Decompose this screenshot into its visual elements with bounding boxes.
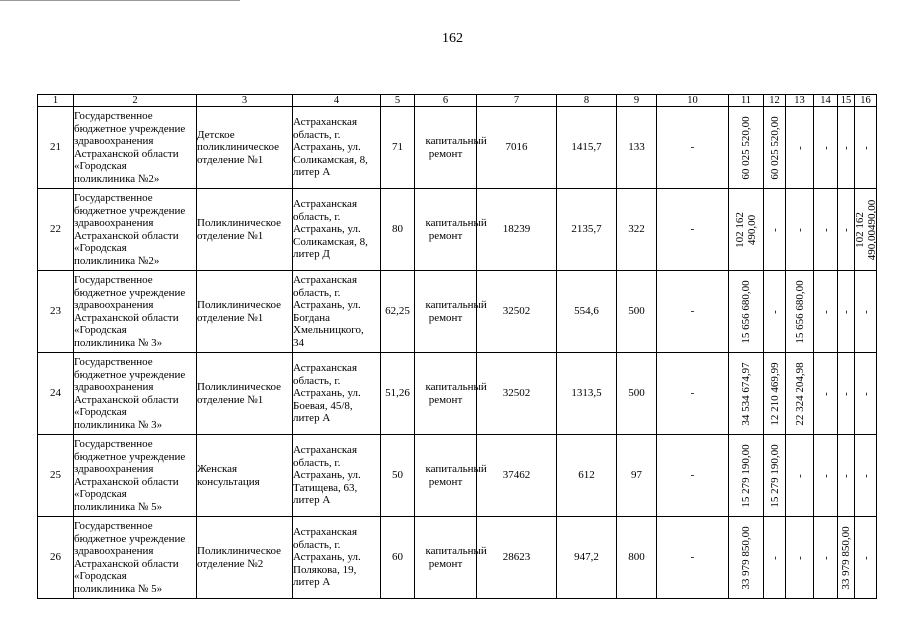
col10-cell <box>657 517 729 599</box>
table-row <box>38 271 877 353</box>
cell-text: Астраханская область, г. Астрахань, ул. Соликамская, 8, литер Д <box>293 198 368 261</box>
col-header: 7 <box>477 95 557 107</box>
top-rule <box>0 0 240 1</box>
cell-text: капитальный ремонт <box>425 299 487 324</box>
cell-text: 50 <box>392 469 403 482</box>
cell-text: Поликлиническое отделение №1 <box>197 299 282 324</box>
total-amount-cell <box>729 107 764 189</box>
col5-cell <box>381 435 415 517</box>
col5-cell <box>381 107 415 189</box>
cell-text: 80 <box>392 223 403 236</box>
cell-text: 28623 <box>502 551 531 564</box>
amount-col13-cell <box>786 107 814 189</box>
vertical-value: 15 279 190,00 <box>768 443 781 508</box>
col-header: 4 <box>293 95 381 107</box>
cell-text: 612 <box>578 469 595 482</box>
col9-cell <box>617 271 657 353</box>
address-cell <box>293 189 381 271</box>
amount-col15-cell <box>838 107 855 189</box>
vertical-value: - <box>819 227 832 232</box>
col9-cell <box>617 517 657 599</box>
cell-text: капитальный ремонт <box>425 135 487 160</box>
cell-text: Поликлиническое отделение №1 <box>197 217 282 242</box>
col-header: 13 <box>786 95 814 107</box>
organization-cell <box>74 517 197 599</box>
vertical-value: - <box>768 555 781 560</box>
table-row <box>38 517 877 599</box>
cell-text: 37462 <box>502 469 531 482</box>
cell-text: капитальный ремонт <box>425 217 487 242</box>
vertical-value: - <box>859 391 872 396</box>
amount-col16-cell <box>855 517 877 599</box>
col-header: 6 <box>415 95 477 107</box>
work-type-cell <box>415 517 487 599</box>
amount-col12-cell <box>764 271 786 353</box>
vertical-value: 34 534 674,97 <box>740 361 752 426</box>
cell-text: Астраханская область, г. Астрахань, ул. Соликамская, 8, литер А <box>293 116 368 179</box>
row-number <box>38 353 74 435</box>
vertical-value: 102 162 490,00490,00 <box>853 199 878 260</box>
row-number <box>38 107 74 189</box>
cell-text: 25 <box>50 469 61 482</box>
col-header: 3 <box>197 95 293 107</box>
col5-cell <box>381 517 415 599</box>
total-amount-cell <box>729 189 764 271</box>
cell-text: 7016 <box>505 141 528 154</box>
table-row <box>38 353 877 435</box>
department-cell <box>197 517 293 599</box>
cell-text: 22 <box>50 223 61 236</box>
vertical-value: - <box>793 555 806 560</box>
cell-text: Поликлиническое отделение №1 <box>197 381 282 406</box>
vertical-value: - <box>859 473 872 478</box>
department-cell <box>197 353 293 435</box>
amount-col13-cell <box>786 271 814 353</box>
cell-text: 1313,5 <box>571 387 602 400</box>
vertical-value: - <box>859 309 872 314</box>
header-row <box>38 95 877 107</box>
address-cell <box>293 107 381 189</box>
cell-text: 947,2 <box>574 551 599 564</box>
cell-text: Астраханская область, г. Астрахань, ул. Боевая, 45/8, литер А <box>293 362 361 425</box>
col7-cell <box>477 517 557 599</box>
col8-cell <box>557 517 617 599</box>
vertical-value: 12 210 469,99 <box>768 361 781 426</box>
cell-text: 800 <box>628 551 645 564</box>
vertical-value: - <box>840 227 852 232</box>
address-cell <box>293 353 381 435</box>
cell-text: Поликлиническое отделение №2 <box>197 545 282 570</box>
amount-col15-cell <box>838 353 855 435</box>
cell-text: 32502 <box>502 387 531 400</box>
work-type-cell <box>415 353 487 435</box>
cell-text: 24 <box>50 387 61 400</box>
vertical-value: - <box>859 555 872 560</box>
cell-text: 322 <box>628 223 645 236</box>
cell-text: 1415,7 <box>571 141 602 154</box>
table-row <box>38 107 877 189</box>
cell-text: 554,6 <box>574 305 599 318</box>
row-number <box>38 271 74 353</box>
amount-col12-cell <box>764 435 786 517</box>
vertical-value: 60 025 520,00 <box>768 115 781 180</box>
cell-text: - <box>690 305 695 318</box>
cell-text: 23 <box>50 305 61 318</box>
cell-text: 18239 <box>502 223 531 236</box>
amount-col15-cell <box>838 189 855 271</box>
cell-text: 97 <box>631 469 642 482</box>
vertical-value: 60 025 520,00 <box>740 115 752 180</box>
vertical-value: - <box>840 473 852 478</box>
cell-text: капитальный ремонт <box>425 463 487 488</box>
organization-cell <box>74 353 197 435</box>
table-row <box>38 189 877 271</box>
vertical-value: 15 656 680,00 <box>793 279 806 344</box>
cell-text: - <box>690 469 695 482</box>
col-header: 5 <box>381 95 415 107</box>
col5-cell <box>381 271 415 353</box>
col5-cell <box>381 189 415 271</box>
address-cell <box>293 435 381 517</box>
cell-text: Государственное бюджетное учреждение здравоохранения Астраханской области «Городская поликлиника №2» <box>74 110 186 185</box>
col-header: 11 <box>729 95 764 107</box>
amount-col12-cell <box>764 353 786 435</box>
row-number <box>38 435 74 517</box>
col9-cell <box>617 353 657 435</box>
col-header: 2 <box>74 95 197 107</box>
department-cell <box>197 435 293 517</box>
vertical-value: 15 656 680,00 <box>740 279 752 344</box>
total-amount-cell <box>729 353 764 435</box>
cell-text: Астраханская область, г. Астрахань, ул. Полякова, 19, литер А <box>293 526 361 589</box>
cell-text: Астраханская область, г. Астрахань, ул. Богдана Хмельницкого, 34 <box>293 274 364 349</box>
col9-cell <box>617 435 657 517</box>
amount-col13-cell <box>786 435 814 517</box>
cell-text: - <box>690 387 695 400</box>
vertical-value: 33 979 850,00 <box>840 525 852 590</box>
amount-col16-cell <box>855 271 877 353</box>
vertical-value: - <box>793 227 806 232</box>
department-cell <box>197 271 293 353</box>
amount-col16-cell <box>855 189 877 271</box>
amount-col15-cell <box>838 517 855 599</box>
vertical-value: 15 279 190,00 <box>740 443 752 508</box>
organization-cell <box>74 435 197 517</box>
amount-col12-cell <box>764 189 786 271</box>
cell-text: - <box>690 141 695 154</box>
col8-cell <box>557 353 617 435</box>
page-number: 162 <box>442 31 463 46</box>
vertical-value: - <box>840 145 852 150</box>
cell-text: Государственное бюджетное учреждение здравоохранения Астраханской области «Городская поликлиника № 5» <box>74 520 186 595</box>
amount-col15-cell <box>838 271 855 353</box>
col7-cell <box>477 353 557 435</box>
amount-col14-cell <box>814 107 838 189</box>
col-header: 8 <box>557 95 617 107</box>
work-type-cell <box>415 271 487 353</box>
col-header: 1 <box>38 95 74 107</box>
organization-cell <box>74 107 197 189</box>
amount-col15-cell <box>838 435 855 517</box>
vertical-value: - <box>768 227 781 232</box>
amount-col12-cell <box>764 517 786 599</box>
vertical-value: - <box>768 309 781 314</box>
cell-text: Астраханская область, г. Астрахань, ул. Татищева, 63, литер А <box>293 444 361 507</box>
cell-text: - <box>690 551 695 564</box>
amount-col12-cell <box>764 107 786 189</box>
cell-text: Государственное бюджетное учреждение здравоохранения Астраханской области «Городская поликлиника № 3» <box>74 274 186 349</box>
organization-cell <box>74 189 197 271</box>
vertical-value: 33 979 850,00 <box>740 525 752 590</box>
amount-col13-cell <box>786 189 814 271</box>
amount-col14-cell <box>814 517 838 599</box>
col9-cell <box>617 189 657 271</box>
col10-cell <box>657 435 729 517</box>
vertical-value: - <box>840 391 852 396</box>
col-header: 10 <box>657 95 729 107</box>
col8-cell <box>557 107 617 189</box>
vertical-value: - <box>859 145 872 150</box>
vertical-value: - <box>819 391 832 396</box>
address-cell <box>293 271 381 353</box>
work-type-cell <box>415 189 487 271</box>
cell-text: 62,25 <box>385 305 410 318</box>
organization-cell <box>74 271 197 353</box>
cell-text: 133 <box>628 141 645 154</box>
amount-col16-cell <box>855 107 877 189</box>
work-type-cell <box>415 107 487 189</box>
col-header: 14 <box>814 95 838 107</box>
col-header: 15 <box>838 95 855 107</box>
vertical-value: - <box>819 145 832 150</box>
cell-text: Женская консультация <box>197 463 260 488</box>
address-cell <box>293 517 381 599</box>
cell-text: 500 <box>628 305 645 318</box>
cell-text: 2135,7 <box>571 223 602 236</box>
col7-cell <box>477 271 557 353</box>
col5-cell <box>381 353 415 435</box>
cell-text: 51,26 <box>385 387 410 400</box>
vertical-value: - <box>819 473 832 478</box>
cell-text: 71 <box>392 141 403 154</box>
col-header: 9 <box>617 95 657 107</box>
cell-text: 26 <box>50 551 61 564</box>
vertical-value: - <box>819 555 832 560</box>
col8-cell <box>557 435 617 517</box>
total-amount-cell <box>729 517 764 599</box>
department-cell <box>197 189 293 271</box>
work-type-cell <box>415 435 487 517</box>
row-number <box>38 189 74 271</box>
col10-cell <box>657 353 729 435</box>
col7-cell <box>477 107 557 189</box>
vertical-value: 22 324 204,98 <box>793 361 806 426</box>
cell-text: капитальный ремонт <box>425 381 487 406</box>
cell-text: капитальный ремонт <box>425 545 487 570</box>
col7-cell <box>477 435 557 517</box>
cell-text: Государственное бюджетное учреждение здравоохранения Астраханской области «Городская поликлиника № 3» <box>74 356 186 431</box>
amount-col14-cell <box>814 435 838 517</box>
data-table <box>37 94 877 599</box>
amount-col14-cell <box>814 271 838 353</box>
vertical-value: - <box>819 309 832 314</box>
table-row <box>38 435 877 517</box>
row-number <box>38 517 74 599</box>
cell-text: Детское поликлиническое отделение №1 <box>197 128 279 166</box>
department-cell <box>197 107 293 189</box>
col10-cell <box>657 107 729 189</box>
vertical-value: - <box>793 473 806 478</box>
col-header: 16 <box>855 95 877 107</box>
col-header: 12 <box>764 95 786 107</box>
col10-cell <box>657 271 729 353</box>
cell-text: 32502 <box>502 305 531 318</box>
vertical-value: - <box>793 145 806 150</box>
cell-text: Государственное бюджетное учреждение здравоохранения Астраханской области «Городская поликлиника №2» <box>74 192 186 267</box>
col10-cell <box>657 189 729 271</box>
cell-text: 500 <box>628 387 645 400</box>
amount-col16-cell <box>855 435 877 517</box>
vertical-value: 102 162 490,00 <box>734 211 758 248</box>
amount-col14-cell <box>814 189 838 271</box>
total-amount-cell <box>729 435 764 517</box>
amount-col13-cell <box>786 353 814 435</box>
amount-col16-cell <box>855 353 877 435</box>
amount-col14-cell <box>814 353 838 435</box>
amount-col13-cell <box>786 517 814 599</box>
cell-text: - <box>690 223 695 236</box>
col9-cell <box>617 107 657 189</box>
cell-text: 21 <box>50 141 61 154</box>
vertical-value: - <box>840 309 852 314</box>
col7-cell <box>477 189 557 271</box>
cell-text: Государственное бюджетное учреждение здравоохранения Астраханской области «Городская поликлиника № 5» <box>74 438 186 513</box>
cell-text: 60 <box>392 551 403 564</box>
col8-cell <box>557 189 617 271</box>
total-amount-cell <box>729 271 764 353</box>
col8-cell <box>557 271 617 353</box>
